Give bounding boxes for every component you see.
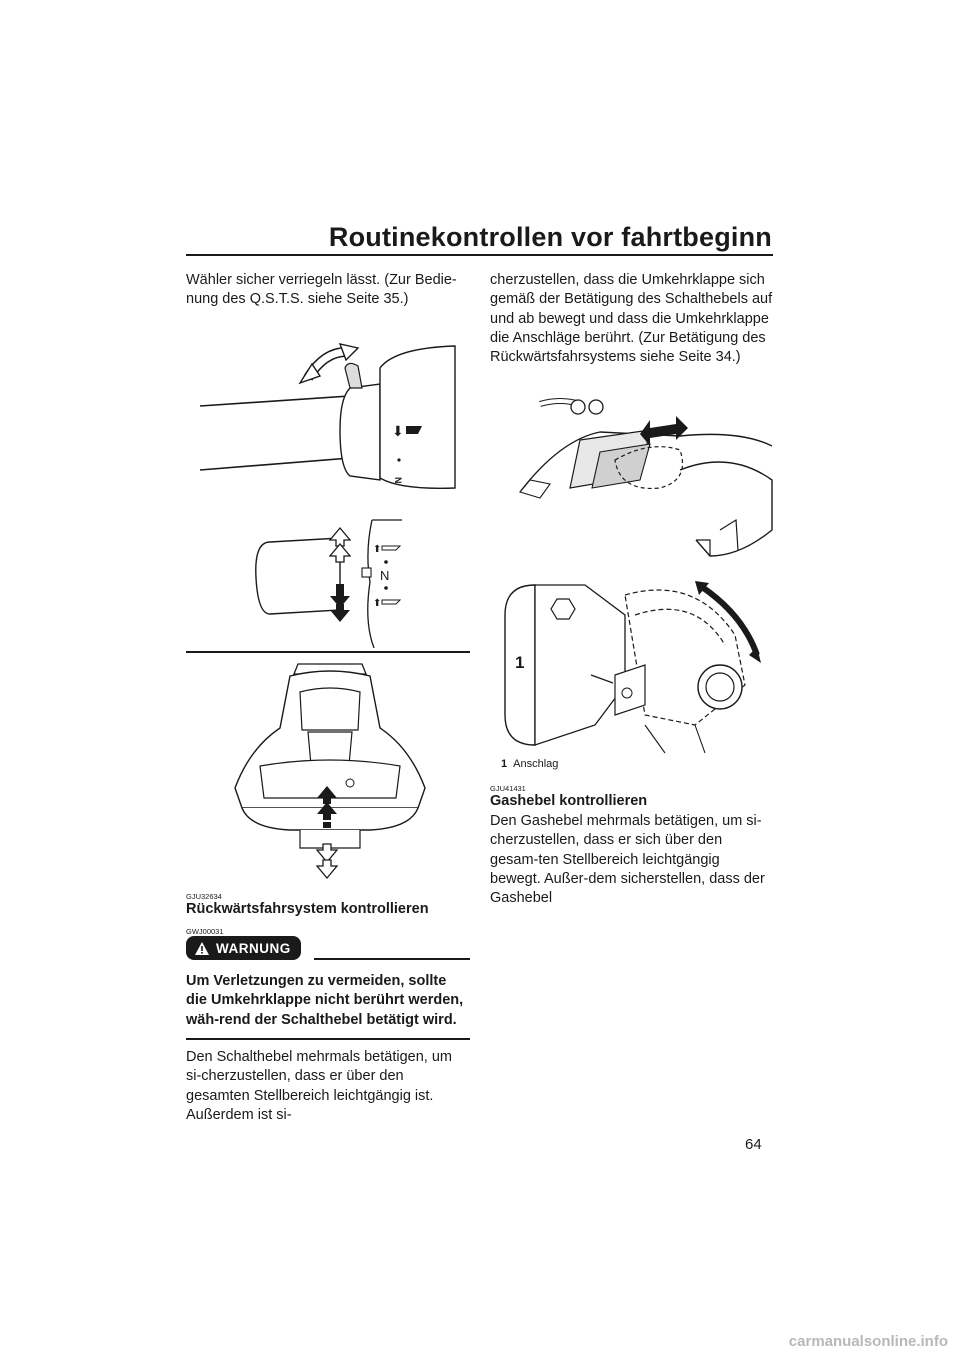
warning-text: Um Verletzungen zu vermeiden, sollte die Umkehrklappe nicht berührt werden, wäh-rend der Schalthebel betätigt wird. bbox=[186, 972, 464, 1028]
section-title: Rückwärtsfahrsystem kontrollieren bbox=[186, 901, 429, 917]
reverse-body-text: Den Schalthebel mehrmals betätigen, um si-cherzustellen, dass er über den gesamten Stellbereich leichtgängig ist. Außerdem ist si- bbox=[186, 1049, 452, 1123]
stopper-callout: 1 bbox=[515, 653, 525, 672]
warning-block bbox=[186, 927, 470, 1040]
throttle-section-code: GJU41431 bbox=[490, 784, 526, 793]
warning-code: GWJ00031 bbox=[186, 927, 224, 936]
left-intro-text bbox=[186, 271, 470, 310]
selector-positions-figure bbox=[240, 512, 410, 652]
handlebar-drawing bbox=[200, 338, 470, 508]
svg-text:N: N bbox=[393, 477, 403, 484]
throttle-body-text: Den Gashebel mehrmals betätigen, um si-cherzustellen, dass er sich über den gesam-ten Stellbereich leichtgängig bewegt. Außer-dem sicherstellen, dass der Gashebel bbox=[490, 813, 765, 907]
page-number: 64 bbox=[745, 1136, 762, 1153]
throttle-section bbox=[490, 784, 774, 908]
warning-badge bbox=[186, 936, 301, 960]
warning-triangle-icon bbox=[194, 941, 210, 956]
warning-label: WARNUNG bbox=[216, 940, 291, 956]
watercraft-drawing bbox=[220, 658, 440, 880]
page-title: Routinekontrollen vor fahrtbeginn bbox=[328, 222, 772, 252]
figure-divider bbox=[186, 651, 470, 653]
svg-text:⬇: ⬇ bbox=[392, 424, 404, 440]
throttle-section-title: Gashebel kontrollieren bbox=[490, 793, 648, 809]
warning-rule-bottom bbox=[186, 1038, 470, 1040]
header-rule bbox=[186, 254, 773, 256]
svg-text:⬆: ⬆ bbox=[373, 598, 382, 609]
continued-paragraph: cherzustellen, dass die Umkehrklappe sich gemäß der Betätigung des Schalthebels auf und ab bewegt und dass die Umkehrklappe die Anschläge berührt. (Zur Betätigung des Rückwärtsfahrsystems siehe Seite 34.) bbox=[490, 272, 773, 366]
caption-text: Anschlag bbox=[513, 758, 559, 770]
reverse-bucket-figure bbox=[500, 380, 775, 560]
section-code: GJU32634 bbox=[186, 892, 222, 901]
warning-rule bbox=[314, 958, 470, 960]
figure-caption bbox=[501, 758, 558, 770]
handlebar-selector-figure bbox=[200, 338, 470, 508]
svg-text:⬆: ⬆ bbox=[373, 544, 382, 555]
reverse-section-heading bbox=[186, 892, 470, 920]
reverse-body bbox=[186, 1048, 470, 1125]
watermark: carmanualsonline.info bbox=[788, 1333, 948, 1350]
reverse-bucket-drawing bbox=[500, 380, 775, 560]
right-intro-text bbox=[490, 271, 774, 367]
caption-number: 1 bbox=[501, 758, 508, 770]
neutral-label: N bbox=[380, 568, 390, 583]
intro-paragraph: Wähler sicher verriegeln lässt. (Zur Bedie- nung des Q.S.T.S. siehe Seite 35.) bbox=[186, 272, 457, 308]
watercraft-top-view-figure bbox=[220, 658, 440, 880]
stopper-drawing bbox=[495, 575, 770, 755]
stopper-figure bbox=[495, 575, 770, 755]
